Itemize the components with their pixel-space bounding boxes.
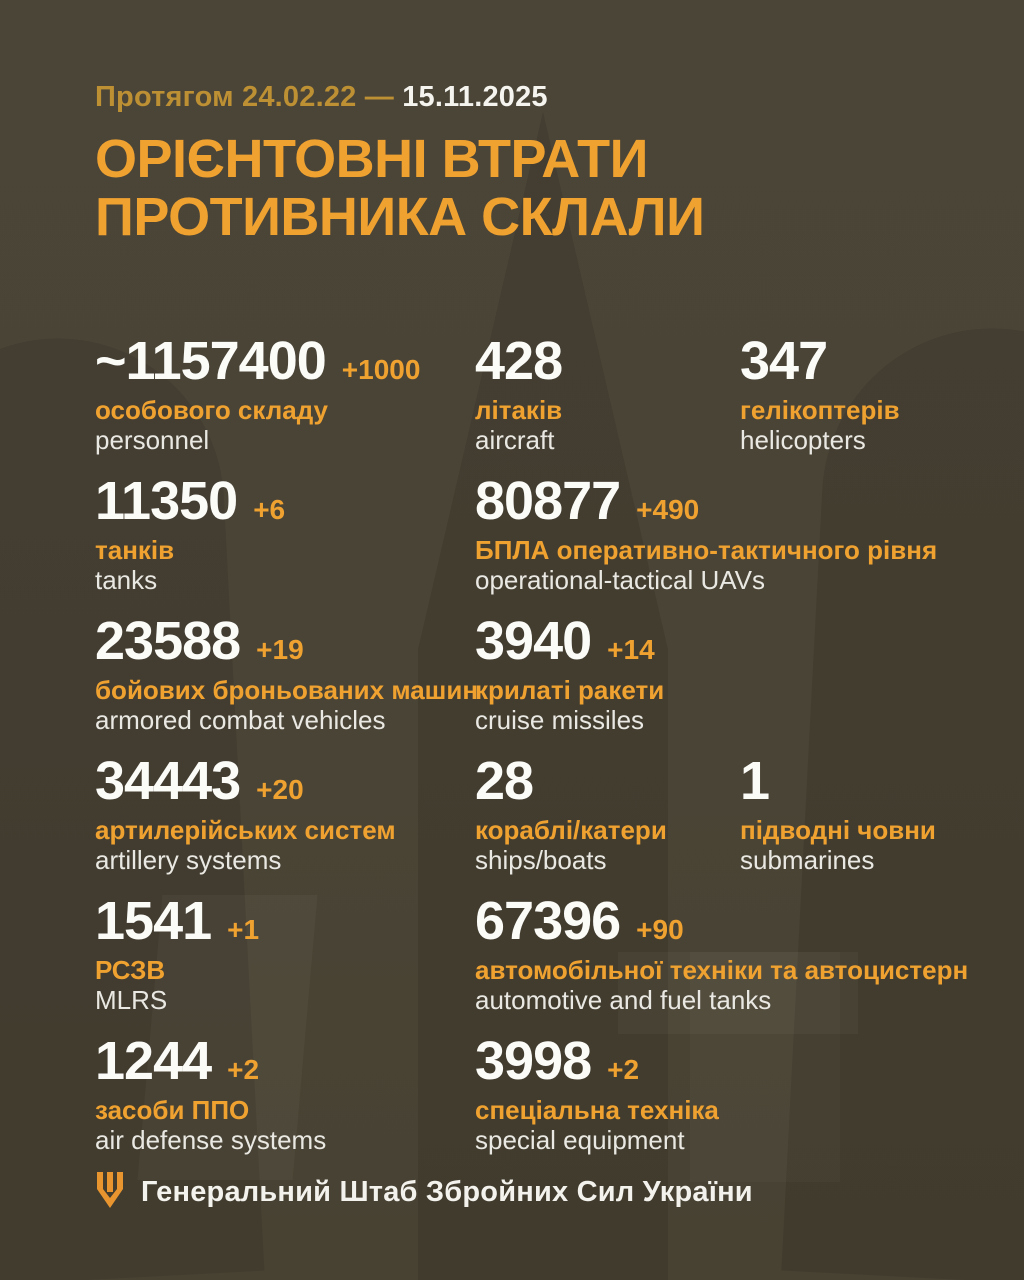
stat-mlrs [95, 890, 475, 1030]
stat-label-en: personnel [95, 425, 210, 455]
stat-value: 3940 [475, 611, 592, 671]
stat-label-uk: гелікоптерів [740, 395, 900, 425]
stat-value: 347 [740, 331, 828, 391]
stat-label-en: operational-tactical UAVs [475, 565, 765, 595]
stat-label-en: special equipment [475, 1125, 685, 1155]
stat-delta: +90 [636, 914, 684, 945]
footer [95, 1172, 753, 1212]
stat-label-uk: спеціальна техніка [475, 1095, 719, 1125]
stat-label-en: aircraft [475, 425, 555, 455]
stat-label-en: armored combat vehicles [95, 705, 386, 735]
stat-value: 28 [475, 751, 534, 811]
stat-uavs [475, 470, 1000, 610]
stat-label-en: submarines [740, 845, 875, 875]
stat-artillery [95, 750, 475, 890]
stat-value: 1 [740, 751, 770, 811]
stat-value: 1244 [95, 1031, 212, 1091]
stat-label-en: MLRS [95, 985, 168, 1015]
stat-ships [475, 750, 740, 890]
stat-label-uk: РСЗВ [95, 955, 166, 985]
stat-delta: +14 [607, 634, 655, 665]
header [95, 80, 704, 246]
stat-delta: +2 [227, 1054, 260, 1085]
stat-label-uk: БПЛА оперативно-тактичного рівня [475, 535, 938, 565]
stat-label-en: artillery systems [95, 845, 282, 875]
stat-personnel [95, 330, 475, 470]
stat-value: 428 [475, 331, 563, 391]
title-line-2: ПРОТИВНИКА СКЛАЛИ [95, 187, 705, 247]
stat-delta: +20 [256, 774, 304, 805]
stat-value: 3998 [475, 1031, 592, 1091]
stat-label-uk: особового складу [95, 395, 328, 425]
stat-label-uk: танків [95, 535, 175, 565]
stat-delta: +2 [607, 1054, 640, 1085]
stat-value: 34443 [95, 751, 241, 811]
stat-label-uk: бойових броньованих машин [95, 675, 479, 705]
stat-armored-vehicles [95, 610, 479, 750]
stat-label-uk: крилаті ракети [475, 675, 665, 705]
stat-tanks [95, 470, 475, 610]
stat-vehicles-fuel-tanks [475, 890, 1000, 1030]
stat-label-en: helicopters [740, 425, 866, 455]
page-title [95, 130, 704, 246]
stat-label-en: ships/boats [475, 845, 607, 875]
stat-label-uk: кораблі/катери [475, 815, 667, 845]
stat-air-defense [95, 1030, 475, 1170]
stat-value: ~1157400 [95, 331, 326, 391]
stat-label-uk: артилерійських систем [95, 815, 396, 845]
stat-value: 23588 [95, 611, 241, 671]
period-date: 15.11.2025 [402, 81, 548, 113]
stat-submarines [740, 750, 1000, 890]
stat-special-equipment [475, 1030, 1000, 1170]
stat-label-uk: засоби ППО [95, 1095, 250, 1125]
trident-icon [95, 1172, 125, 1212]
stat-value: 11350 [95, 471, 238, 531]
stat-label-en: tanks [95, 565, 158, 595]
stat-value: 67396 [475, 891, 621, 951]
stat-delta: +6 [253, 494, 286, 525]
source-attribution: Генеральний Штаб Збройних Сил України [141, 1175, 753, 1208]
stat-delta: +19 [256, 634, 304, 665]
stat-label-en: air defense systems [95, 1125, 327, 1155]
stat-cruise-missiles [475, 610, 1000, 750]
losses-grid [95, 330, 1000, 1170]
stat-delta: +1000 [341, 354, 421, 385]
stat-value: 1541 [95, 891, 212, 951]
stat-label-uk: літаків [475, 395, 563, 425]
stat-aircraft [475, 330, 740, 470]
period-prefix: Протягом 24.02.22 — [95, 81, 403, 113]
stat-label-en: cruise missiles [475, 705, 645, 735]
stat-label-en: automotive and fuel tanks [475, 985, 772, 1015]
stat-helicopters [740, 330, 1000, 470]
stat-delta: +1 [227, 914, 260, 945]
stat-label-uk: автомобільної техніки та автоцистерн [475, 955, 969, 985]
period-line [95, 80, 704, 114]
stat-delta: +490 [636, 494, 700, 525]
title-line-1: ОРІЄНТОВНІ ВТРАТИ [95, 129, 648, 189]
stat-label-uk: підводні човни [740, 815, 936, 845]
stat-value: 80877 [475, 471, 621, 531]
